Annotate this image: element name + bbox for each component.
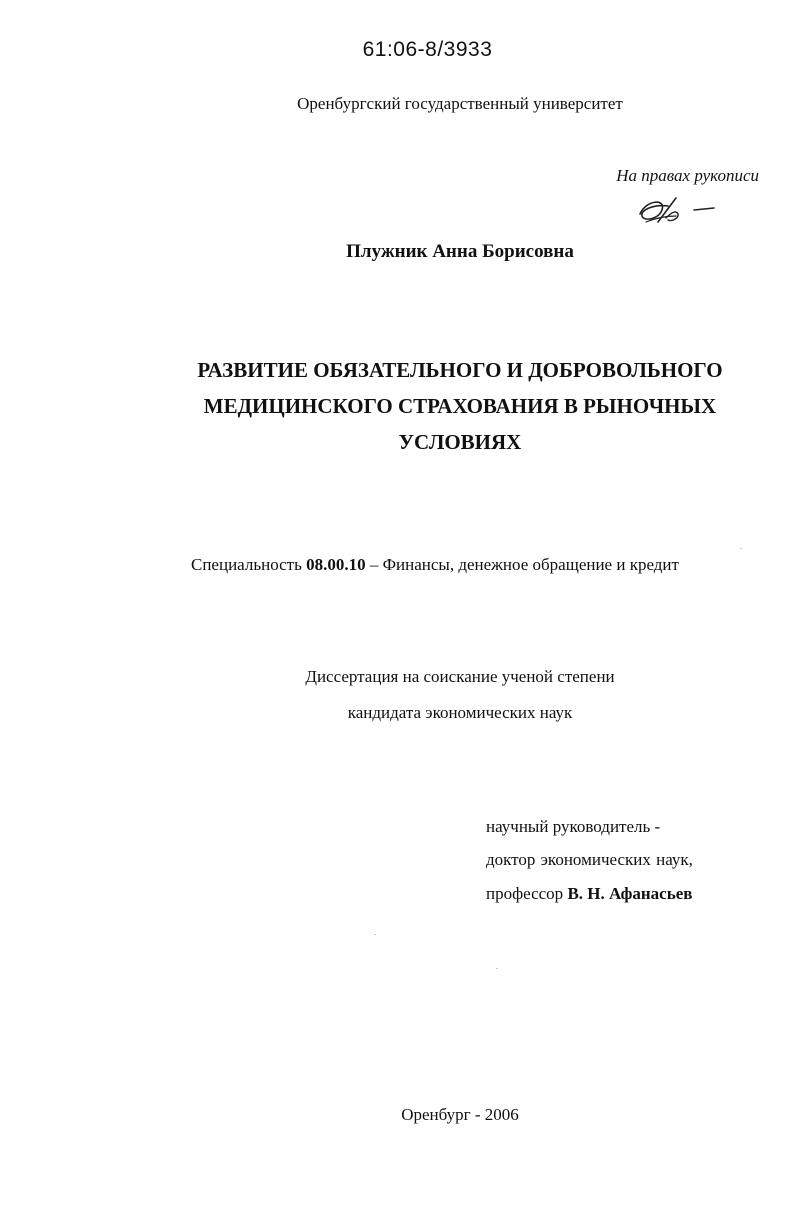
supervisor-name-line: [486, 884, 692, 904]
supervisor-degree: доктор экономических наук,: [486, 850, 693, 869]
specialty-prefix: Специальность: [191, 555, 302, 574]
dissertation-title: [150, 352, 770, 460]
author-signature: [632, 192, 722, 230]
archive-code: 61:06-8/3933: [362, 38, 493, 61]
title-line: УСЛОВИЯХ: [398, 430, 522, 454]
university-name: Оренбургский государственный университет: [297, 94, 623, 113]
supervisor-role: научный руководитель -: [486, 817, 661, 836]
manuscript-rights-note: На правах рукописи: [616, 166, 759, 185]
supervisor-title: профессор: [486, 884, 564, 903]
specialty-description: – Финансы, денежное обращение и кредит: [365, 555, 679, 574]
scan-speck: [496, 968, 498, 969]
author-name: Плужник Анна Борисовна: [346, 241, 574, 262]
title-line: РАЗВИТИЕ ОБЯЗАТЕЛЬНОГО И ДОБРОВОЛЬНОГО: [197, 358, 723, 382]
scan-speck: [740, 548, 742, 549]
degree-level: кандидата экономических наук: [347, 703, 573, 722]
title-line: МЕДИЦИНСКОГО СТРАХОВАНИЯ В РЫНОЧНЫХ: [203, 394, 717, 418]
supervisor-name: В. Н. Афанасьев: [567, 884, 693, 903]
place-and-year: Оренбург - 2006: [401, 1105, 519, 1124]
specialty-line: [191, 555, 679, 575]
degree-statement: Диссертация на соискание ученой степени: [305, 667, 615, 686]
specialty-code: 08.00.10: [306, 555, 366, 574]
scan-speck: [374, 934, 376, 935]
